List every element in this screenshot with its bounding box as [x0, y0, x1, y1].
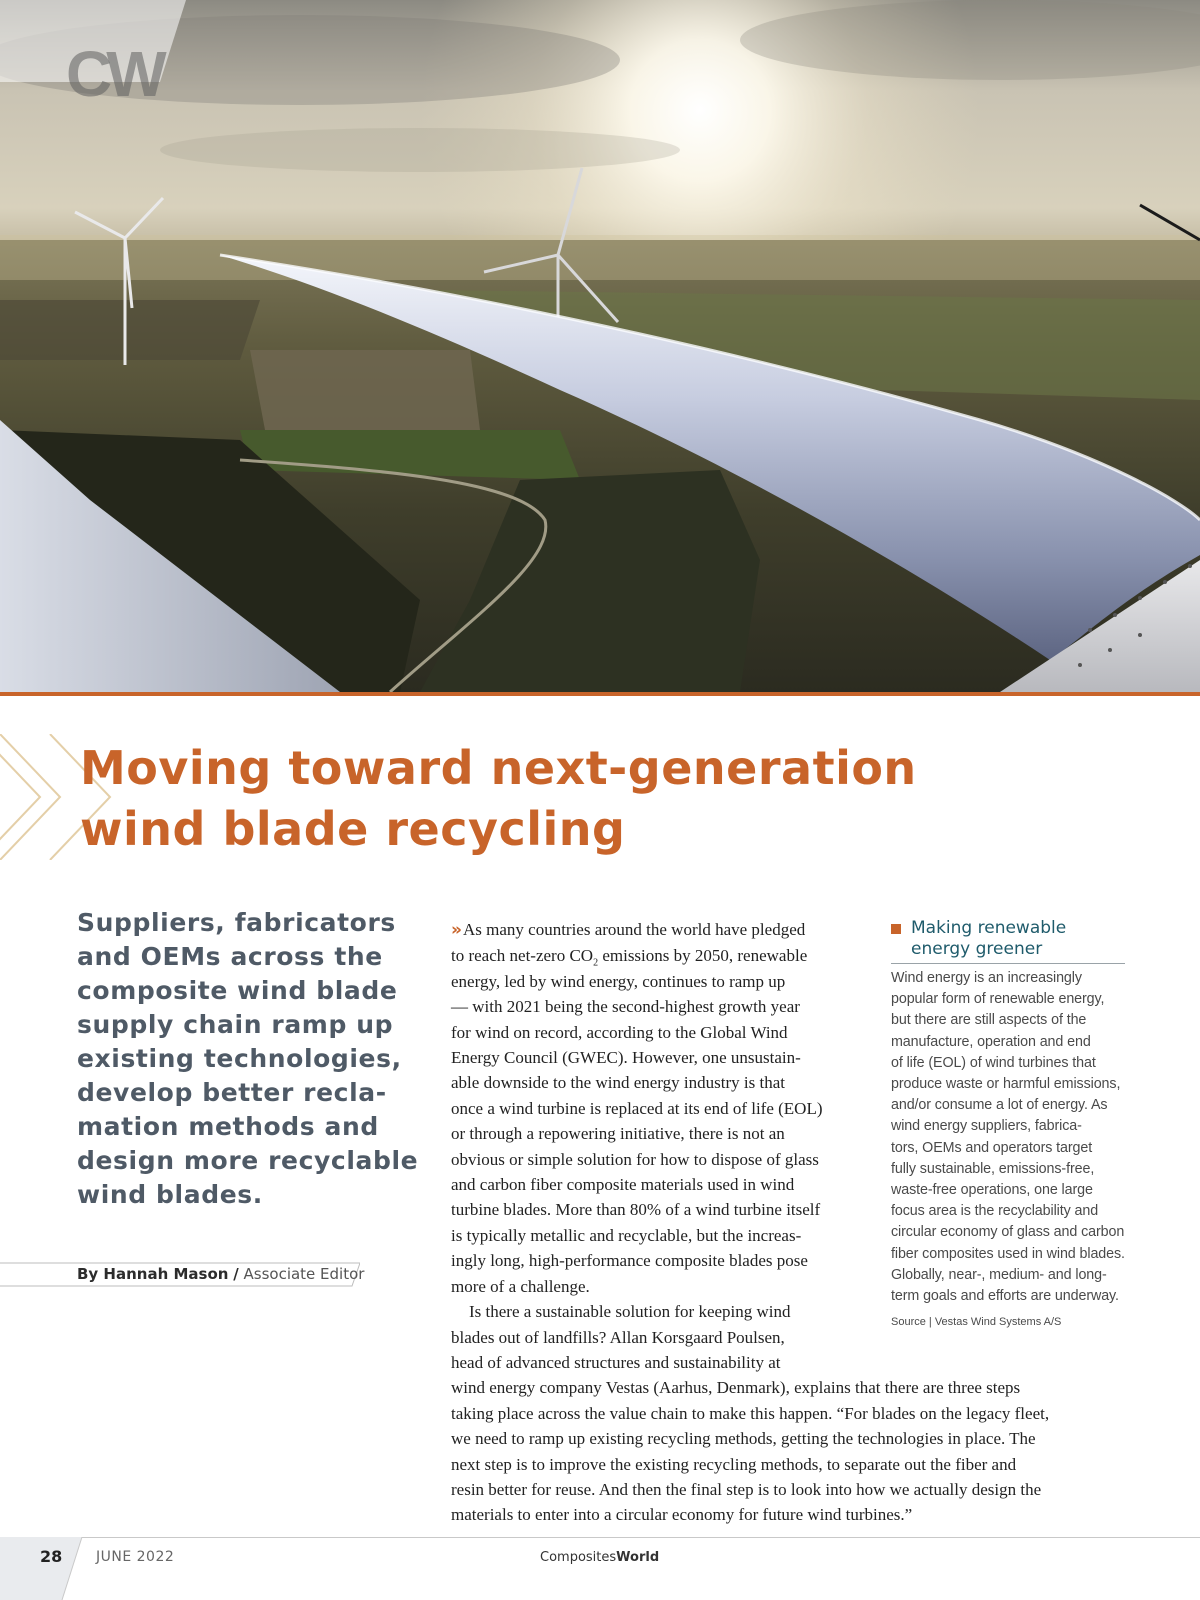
body-line: head of advanced structures and sustainability at — [451, 1352, 781, 1372]
body-line: ingly long, high-performance composite blades pose — [451, 1251, 808, 1271]
deck-line: and OEMs across the — [77, 942, 383, 971]
sidebar-line: fully sustainable, emissions-free, — [891, 1160, 1095, 1177]
sidebar-body — [891, 968, 1131, 1307]
body-line: Energy Council (GWEC). However, one unsustain- — [451, 1048, 801, 1068]
sidebar-line: Globally, near-, medium- and long- — [891, 1266, 1107, 1283]
sidebar-line: manufacture, operation and end — [891, 1033, 1091, 1050]
article-title-line: Moving toward next-generation — [80, 741, 917, 795]
body-line: Is there a sustainable solution for keeping wind — [469, 1302, 791, 1322]
body-line: we need to ramp up existing recycling methods, getting the technologies in place. The — [451, 1429, 1036, 1449]
hero-photo — [0, 0, 1200, 692]
sidebar-line: wind energy suppliers, fabrica- — [891, 1118, 1082, 1135]
sidebar-line: produce waste or harmful emissions, — [891, 1076, 1121, 1093]
deck-line: wind blades. — [77, 1180, 263, 1209]
sidebar-line: tors, OEMs and operators target — [891, 1139, 1093, 1156]
body-line: — with 2021 being the second-highest growth year — [451, 997, 800, 1017]
body-line: materials to enter into a circular economy for future wind turbines.” — [451, 1505, 913, 1525]
sidebar-line: of life (EOL) of wind turbines that — [891, 1054, 1096, 1071]
body-line: resin better for reuse. And then the final step is to look into how we actually design the — [451, 1479, 1042, 1499]
article-title-line: wind blade recycling — [80, 802, 626, 856]
body-line: once a wind turbine is replaced at its end of life (EOL) — [451, 1098, 823, 1118]
deck-line: composite wind blade — [77, 976, 398, 1005]
magazine-name: CompositesWorld — [540, 1550, 660, 1565]
body-line: obvious or simple solution for how to dispose of glass — [451, 1149, 819, 1169]
body-line: next step is to improve the existing recycling methods, to separate out the fiber and — [451, 1454, 1017, 1474]
body-line: more of a challenge. — [451, 1276, 590, 1296]
body-line: taking place across the value chain to make this happen. “For blades on the legacy fleet, — [451, 1403, 1050, 1423]
body-line: is typically metallic and recyclable, but the increas- — [451, 1225, 802, 1245]
sidebar-line: popular form of renewable energy, — [891, 991, 1105, 1008]
deck-line: existing technologies, — [77, 1044, 402, 1073]
sidebar-heading-line: Making renewable — [911, 918, 1067, 938]
body-line: wind energy company Vestas (Aarhus, Denmark), explains that there are three steps — [451, 1378, 1021, 1398]
body-line: able downside to the wind energy industry is that — [451, 1073, 785, 1093]
body-line: for wind on record, according to the Global Wind — [451, 1022, 788, 1042]
deck-line: design more recyclable — [77, 1146, 419, 1175]
sidebar-divider — [891, 963, 1125, 964]
sidebar-heading — [911, 918, 1125, 960]
body-line: and carbon fiber composite materials used in wind — [451, 1175, 795, 1195]
body-line: » As many countries around the world have pledged — [451, 920, 806, 940]
sidebar-line: focus area is the recyclability and — [891, 1203, 1099, 1220]
photo-credit: Source | Vestas Wind Systems A/S — [891, 1316, 1062, 1328]
subscript-2: 2 — [593, 957, 599, 969]
deck-line: supply chain ramp up — [77, 1010, 394, 1039]
cw-logo-text: CW — [66, 38, 161, 110]
byline-separator: / — [233, 1265, 239, 1283]
deck-line: mation methods and — [77, 1112, 379, 1141]
issue-date: JUNE 2022 — [96, 1549, 175, 1565]
footer-divider — [0, 1537, 1200, 1538]
article-deck — [77, 906, 427, 1212]
hero-divider — [0, 692, 1200, 696]
sidebar-heading-line: energy greener — [911, 939, 1043, 959]
sidebar-line: Wind energy is an increasingly — [891, 970, 1082, 986]
deck-line: Suppliers, fabricators — [77, 908, 396, 937]
byline — [0, 1262, 365, 1287]
deck-line: develop better recla- — [77, 1078, 387, 1107]
byline-role: Associate Editor — [243, 1265, 365, 1283]
byline-author: By Hannah Mason — [77, 1265, 229, 1283]
body-line: energy, led by wind energy, continues to ramp up — [451, 971, 786, 991]
sidebar-line: fiber composites used in wind blades. — [891, 1245, 1125, 1262]
square-bullet-icon — [891, 924, 901, 934]
body-line: or through a repowering initiative, there is not an — [451, 1124, 785, 1144]
body-line: turbine blades. More than 80% of a wind turbine itself — [451, 1200, 821, 1220]
wind-turbine-landscape-image — [0, 0, 1200, 692]
lead-arrows-icon: » — [451, 920, 460, 940]
sidebar-line: term goals and efforts are underway. — [891, 1288, 1119, 1305]
sidebar-line: waste-free operations, one large — [891, 1182, 1093, 1199]
body-line: to reach net-zero $CO_2$ emissions by 2050, renewable — [451, 946, 808, 969]
sidebar-line: but there are still aspects of the — [891, 1012, 1087, 1029]
sidebar-line: and/or consume a lot of energy. As — [891, 1097, 1108, 1114]
body-line: blades out of landfills? Allan Korsgaard Poulsen, — [451, 1327, 785, 1347]
article-title — [80, 738, 1080, 860]
page-number: 28 — [40, 1547, 63, 1566]
sidebar-line: circular economy of glass and carbon — [891, 1224, 1125, 1241]
